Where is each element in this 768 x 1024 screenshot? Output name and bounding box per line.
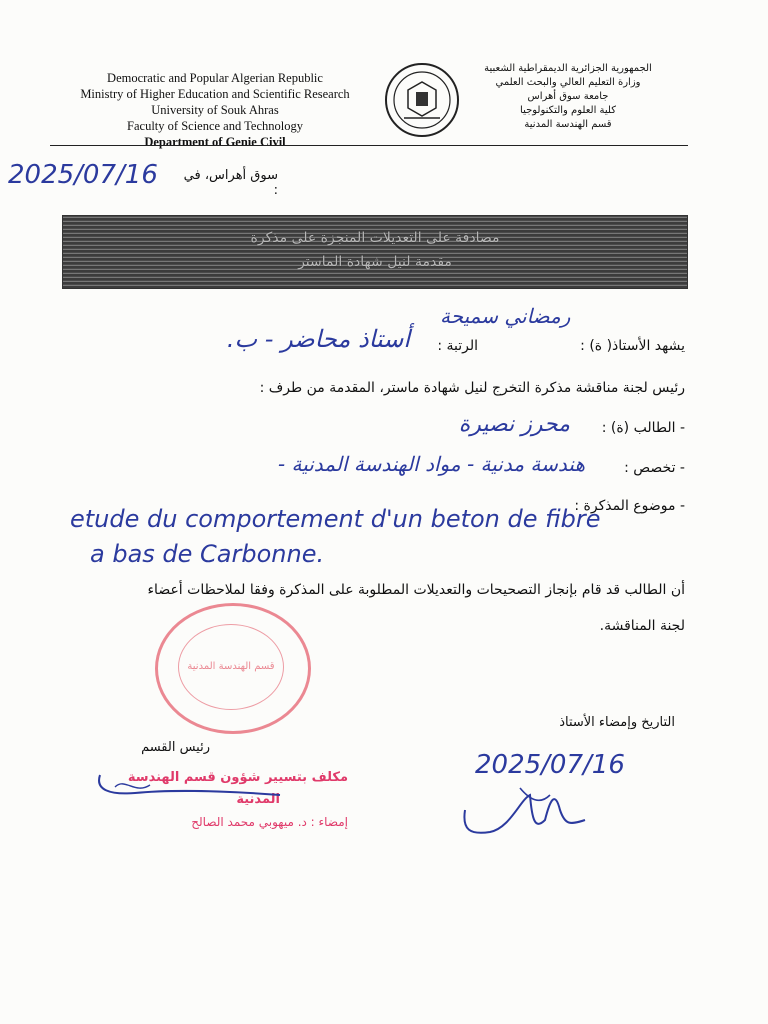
header-ar-line2: وزارة التعليم العالي والبحث العلمي [495, 77, 641, 88]
header-fr-department: Department of Genie Civil [144, 135, 286, 149]
university-logo [378, 60, 466, 140]
head-of-department-label: رئيس القسم [141, 740, 210, 755]
student-name-handwritten: محرز نصيرة [458, 412, 570, 437]
statement-line2: لجنة المناقشة. [599, 618, 685, 634]
head-signature [95, 765, 285, 810]
place-label: سوق أهراس، في : [183, 168, 278, 198]
professor-name-handwritten: رمضاني سميحة [440, 304, 571, 328]
header-ar-line3: جامعة سوق أهراس [527, 91, 609, 102]
header-french [60, 70, 370, 150]
header-ar-line4: كلية العلوم والتكنولوجيا [520, 105, 616, 116]
title-banner [62, 215, 688, 289]
professor-signature [460, 780, 590, 840]
thesis-label: - موضوع المذكرة : [574, 498, 685, 514]
red-stamp-line3: إمضاء : د. ميهوبي محمد الصالح [191, 815, 348, 829]
header-fr-line4: Faculty of Science and Technology [127, 119, 303, 133]
header-fr-line2: Ministry of Higher Education and Scientific Research [80, 87, 350, 101]
handwritten-date-top: 2025/07/16 [8, 160, 158, 190]
professor-signature-label: التاريخ وإمضاء الأستاذ [559, 715, 675, 730]
student-label: - الطالب (ة) : [601, 420, 685, 436]
banner-line1: مصادقة على التعديلات المنجزة على مذكرة [250, 230, 500, 246]
header-divider [50, 145, 688, 146]
banner-line2: مقدمة لنيل شهادة الماستر [298, 254, 452, 270]
professor-label: يشهد الأستاذ( ة) : [580, 338, 685, 354]
department-stamp [155, 603, 311, 734]
red-stamp-line1: مكلف بتسيير شؤون قسم الهندسة [127, 770, 348, 785]
rank-label: الرتبة : [437, 338, 478, 354]
header-arabic [468, 62, 668, 132]
statement-line1: أن الطالب قد قام بإنجاز التصحيحات والتعديلات المطلوبة على المذكرة وفقا لملاحظات أعضاء [147, 582, 685, 598]
red-stamp-line2: المدنية [236, 792, 280, 807]
header-fr-line3: University of Souk Ahras [151, 103, 279, 117]
committee-text: رئيس لجنة مناقشة مذكرة التخرج لنيل شهادة ماستر، المقدمة من طرف : [259, 380, 685, 396]
header-fr-line1: Democratic and Popular Algerian Republic [107, 71, 323, 85]
specialty-label: - تخصص : [624, 460, 685, 476]
rank-handwritten: أستاذ محاضر - ب. [226, 325, 410, 353]
header-ar-line1: الجمهورية الجزائرية الديمقراطية الشعبية [484, 63, 652, 74]
handwritten-date-bottom: 2025/07/16 [475, 750, 625, 780]
stamp-text: قسم الهندسة المدنية [178, 624, 284, 710]
specialty-handwritten: هندسة مدنية - مواد الهندسة المدنية - [277, 452, 585, 476]
header-ar-line5: قسم الهندسة المدنية [524, 119, 612, 130]
thesis-handwritten-line2: a bas de Carbonne. [90, 540, 325, 568]
thesis-handwritten-line1: etude du comportement d'un beton de fibre [70, 505, 601, 533]
